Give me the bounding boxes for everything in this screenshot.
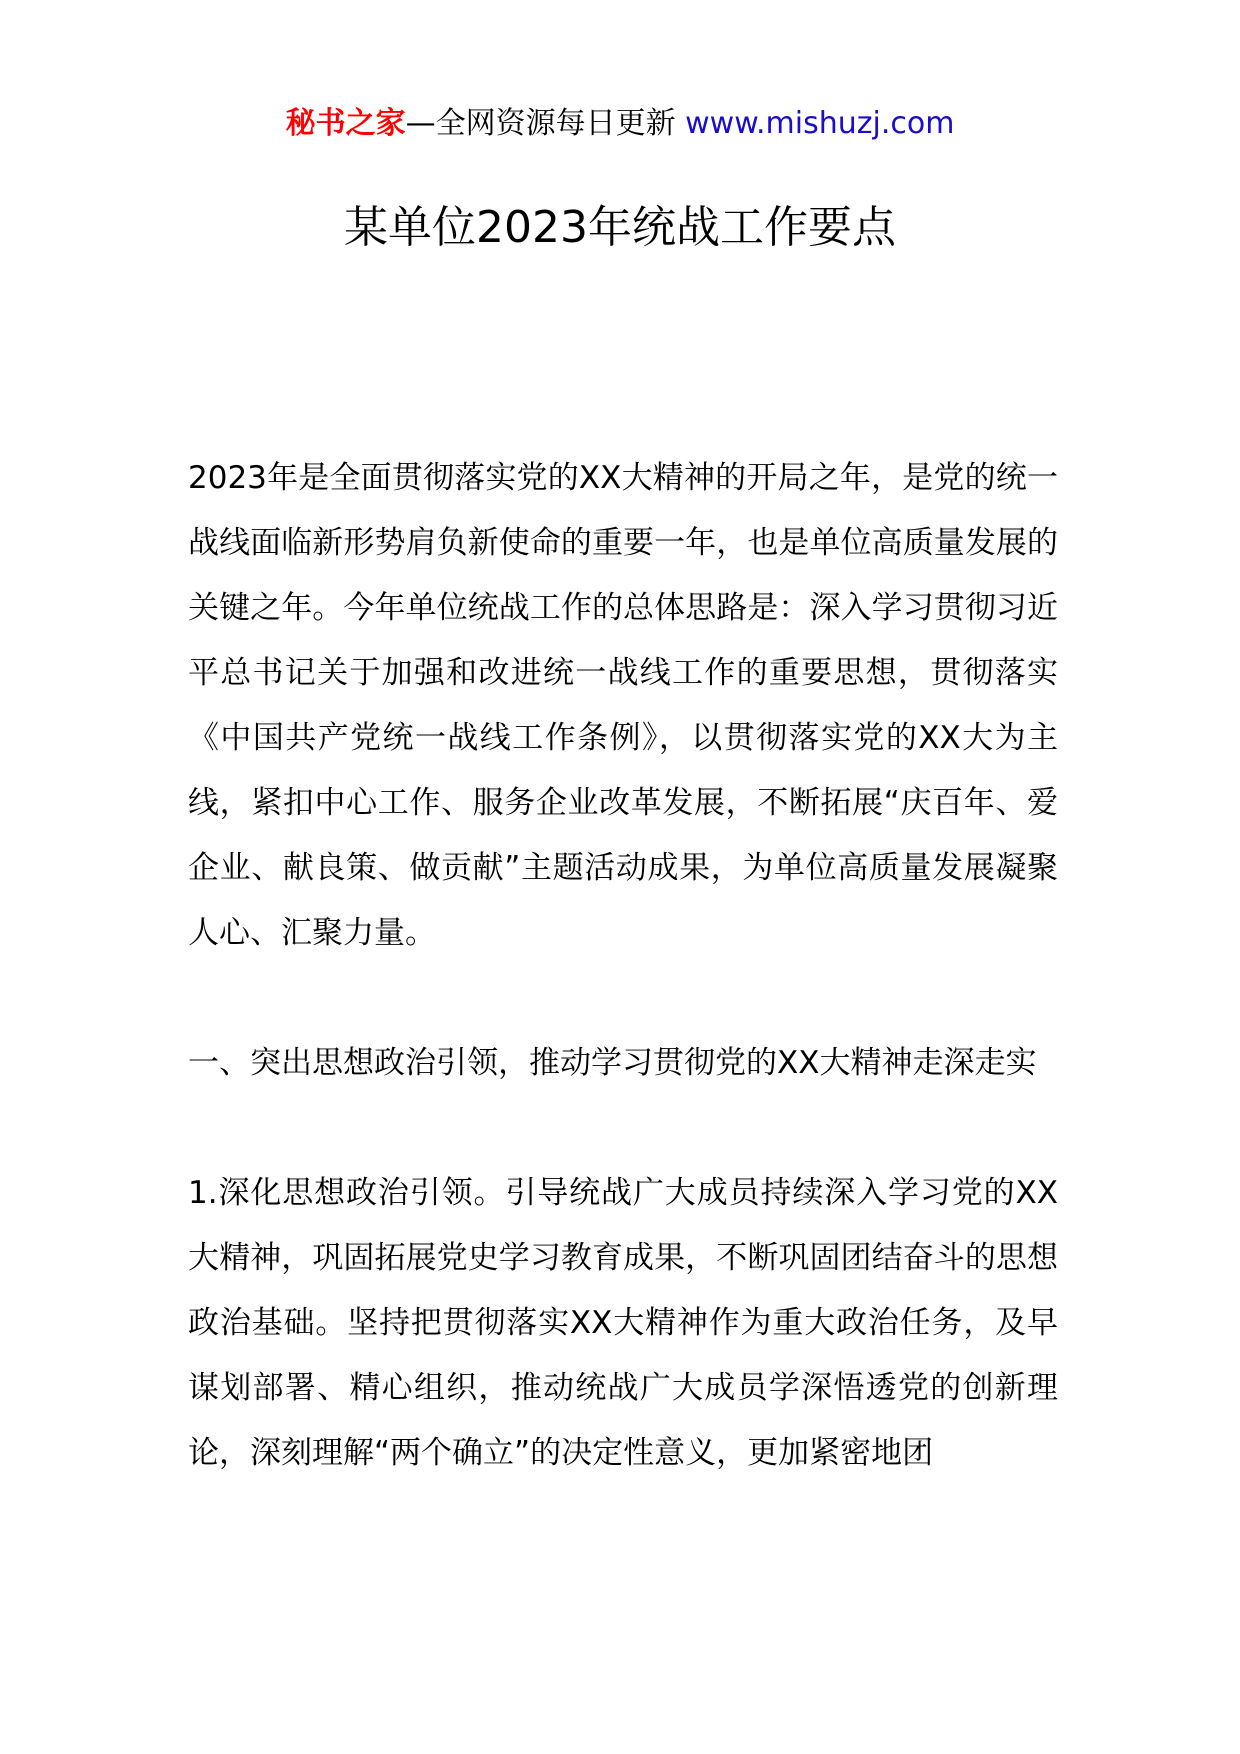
website-link[interactable]: www.mishuzj.com xyxy=(685,106,955,141)
item-paragraph-1: 1.深化思想政治引领。引导统战广大成员持续深入学习党的XX大精神，巩固拓展党史学习教育成果，不断巩固团结奋斗的思想政治基础。坚持把贯彻落实XX大精神作为重大政治任务，及早谋划部署、精心组织，推动统战广大成员学深悟透党的创新理论，深刻理解“两个确立”的决定性意义，更加紧密地团 xyxy=(188,1175,1058,1471)
document-body xyxy=(188,446,1058,1486)
header-tagline: —全网资源每日更新 xyxy=(405,106,686,141)
brand-name: 秘书之家 xyxy=(285,106,406,141)
section-heading-1: 一、突出思想政治引领，推动学习贯彻党的XX大精神走深走实 xyxy=(188,1045,1037,1081)
watermark-header xyxy=(0,100,1240,148)
intro-paragraph: 2023年是全面贯彻落实党的XX大精神的开局之年，是党的统一战线面临新形势肩负新使命的重要一年，也是单位高质量发展的关键之年。今年单位统战工作的总体思路是：深入学习贯彻习近平总书记关于加强和改进统一战线工作的重要思想，贯彻落实《中国共产党统一战线工作条例》，以贯彻落实党的XX大为主线，紧扣中心工作、服务企业改革发展，不断拓展“庆百年、爱企业、献良策、做贡献”主题活动成果，为单位高质量发展凝聚人心、汇聚力量。 xyxy=(188,460,1058,951)
document-title: 某单位2023年统战工作要点 xyxy=(344,202,896,253)
